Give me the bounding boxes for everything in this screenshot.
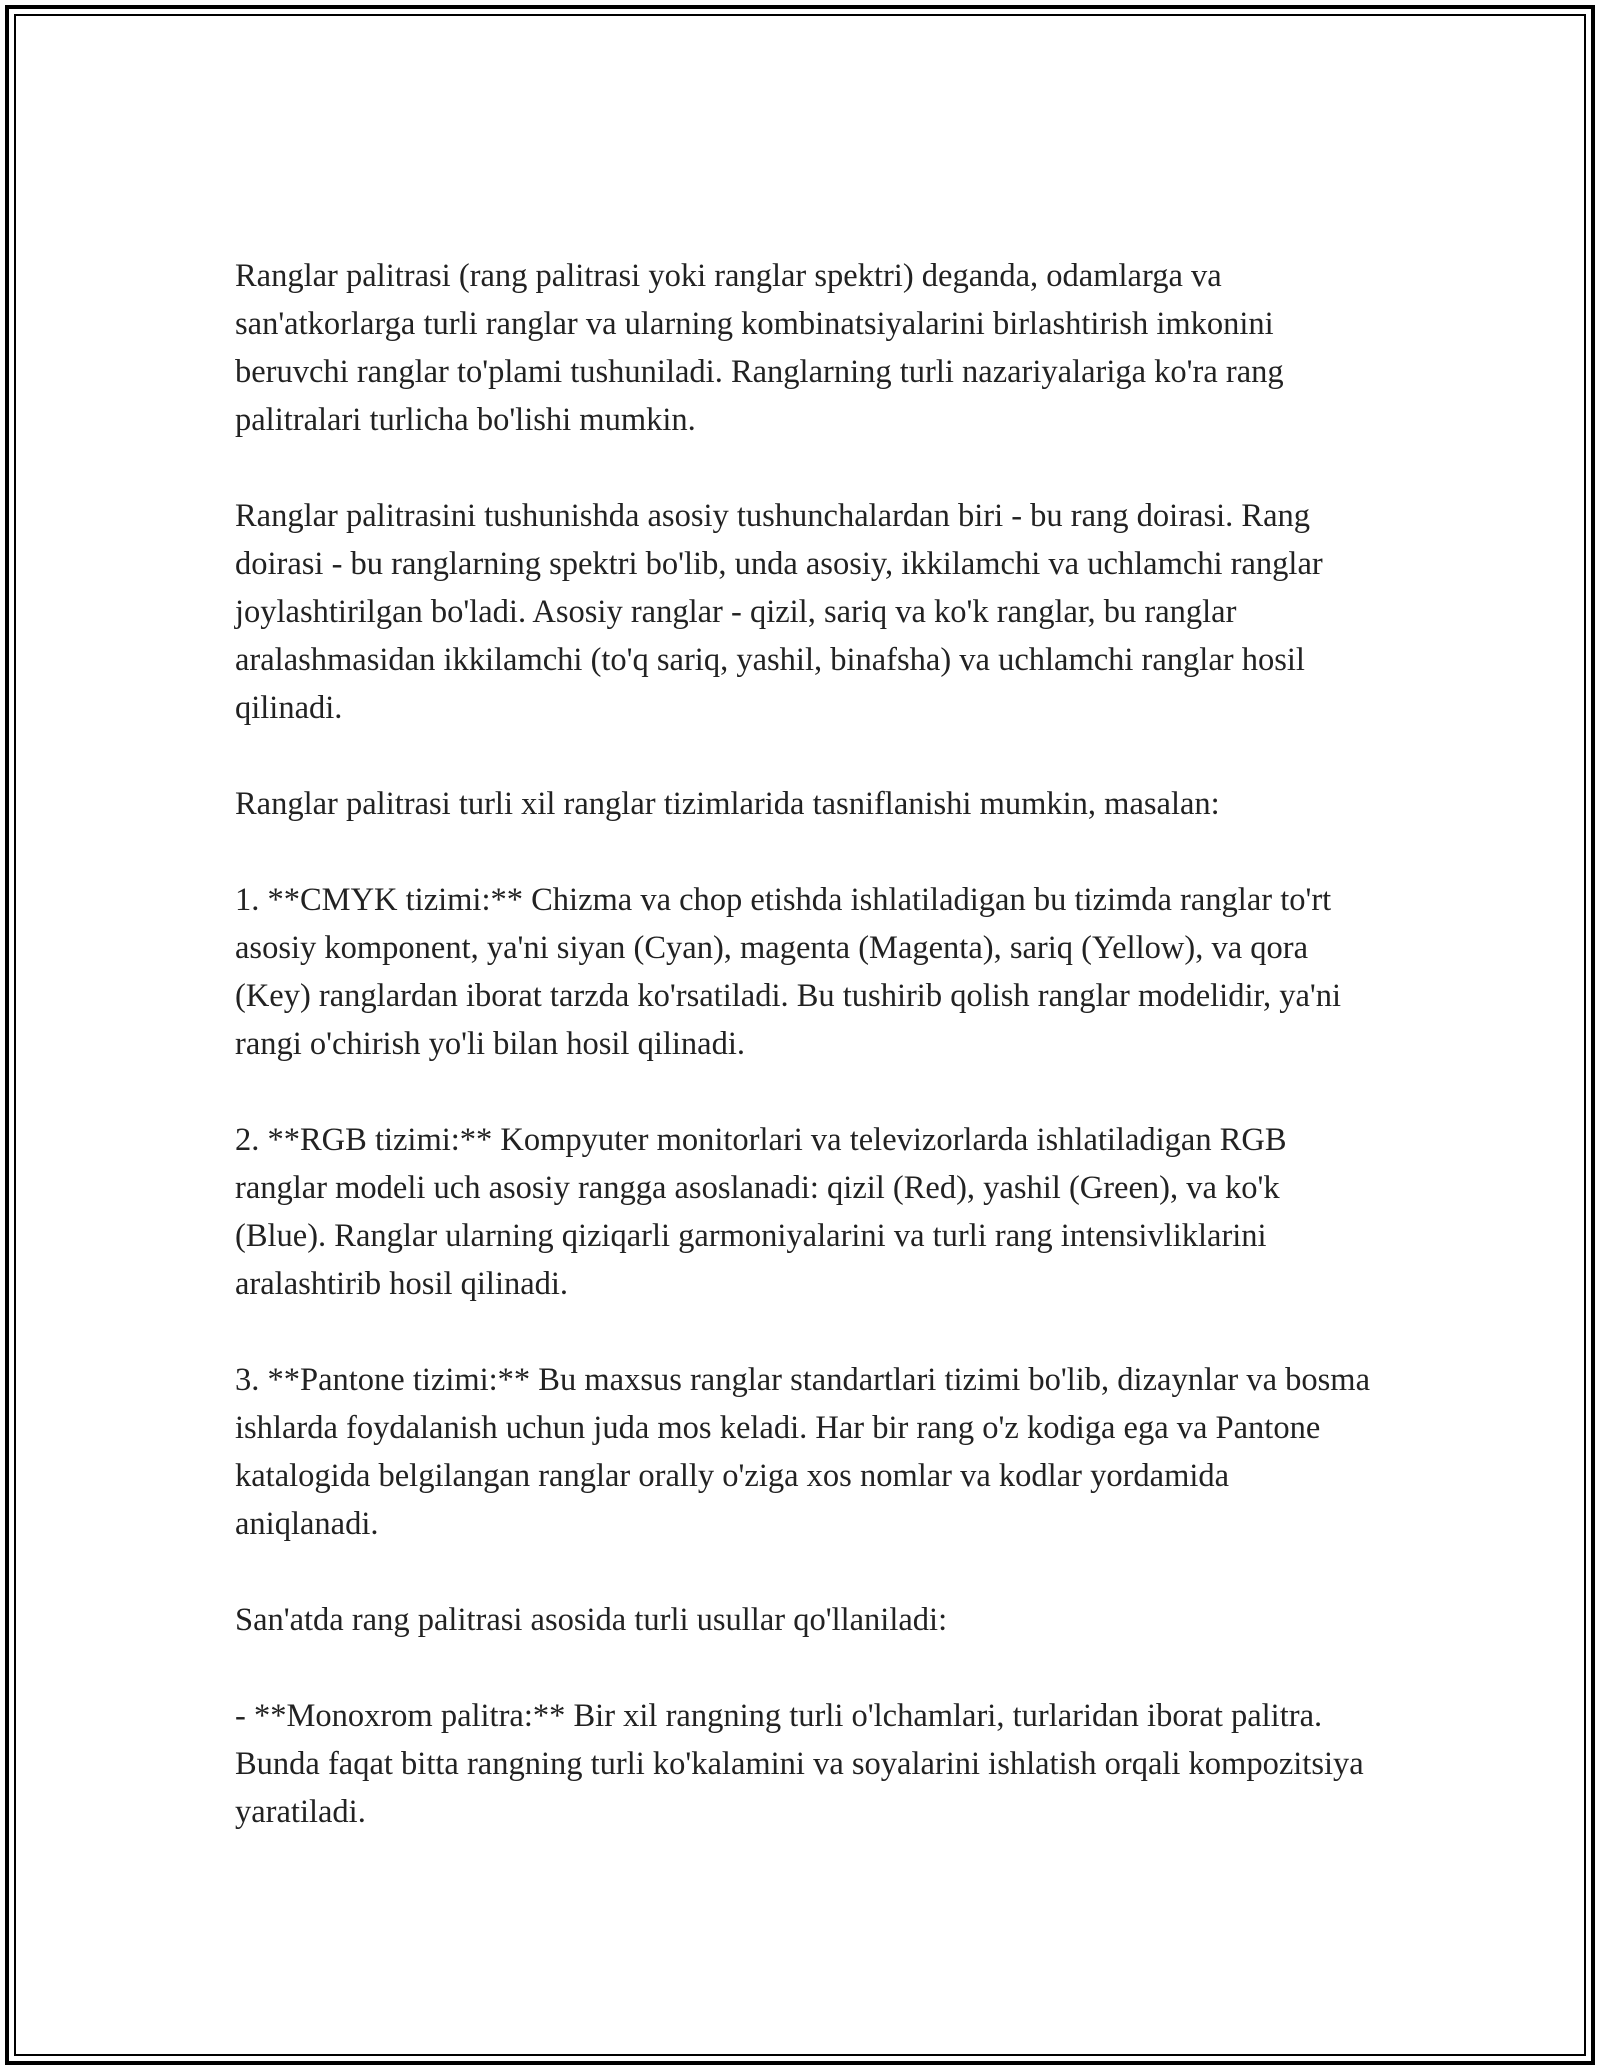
paragraph-cmyk: 1. **CMYK tizimi:** Chizma va chop etishda ishlatiladigan bu tizimda ranglar to'rt asosiy komponent, ya'ni siyan (Cyan), magenta (Magenta), sariq (Yellow), va qora (Key) ranglardan iborat tarzda ko'rsatiladi. Bu tushirib qolish ranglar modelidir, ya'ni rangi o'chirish yo'li bilan hosil qilinadi.	[235, 882, 1342, 1062]
paragraph-systems-intro: Ranglar palitrasi turli xil ranglar tizimlarida tasniflanishi mumkin, masalan:	[235, 786, 1220, 822]
paragraph-art-methods: San'atda rang palitrasi asosida turli usullar qo'llaniladi:	[235, 1602, 948, 1638]
document-body	[235, 252, 1375, 1836]
paragraph-color-wheel: Ranglar palitrasini tushunishda asosiy tushunchalardan biri - bu rang doirasi. Rang doirasi - bu ranglarning spektri bo'lib, unda asosiy, ikkilamchi va uchlamchi ranglar joylashtirilgan bo'ladi. Asosiy ranglar - qizil, sariq va ko'k ranglar, bu ranglar aralashmasidan ikkilamchi (to'q sariq, yashil, binafsha) va uchlamchi ranglar hosil qilinadi.	[235, 498, 1323, 726]
paragraph-rgb: 2. **RGB tizimi:** Kompyuter monitorlari va televizorlarda ishlatiladigan RGB ranglar modeli uch asosiy rangga asoslanadi: qizil (Red), yashil (Green), va ko'k (Blue). Ranglar ularning qiziqarli garmoniyalarini va turli rang intensivliklarini aralashtirib hosil qilinadi.	[235, 1122, 1287, 1302]
paragraph-monochrome: - **Monoxrom palitra:** Bir xil rangning turli o'lchamlari, turlaridan iborat palitra. Bunda faqat bitta rangning turli ko'kalamini va soyalarini ishlatish orqali kompozitsiya yaratiladi.	[235, 1698, 1364, 1830]
paragraph-pantone: 3. **Pantone tizimi:** Bu maxsus ranglar standartlari tizimi bo'lib, dizaynlar va bosma ishlarda foydalanish uchun juda mos keladi. Har bir rang o'z kodiga ega va Pantone katalogida belgilangan ranglar orally o'ziga xos nomlar va kodlar yordamida aniqlanadi.	[235, 1362, 1370, 1542]
paragraph-intro: Ranglar palitrasi (rang palitrasi yoki ranglar spektri) deganda, odamlarga va san'atkorlarga turli ranglar va ularning kombinatsiyalarini birlashtirish imkonini beruvchi ranglar to'plami tushuniladi. Ranglarning turli nazariyalariga ko'ra rang palitralari turlicha bo'lishi mumkin.	[235, 258, 1284, 438]
